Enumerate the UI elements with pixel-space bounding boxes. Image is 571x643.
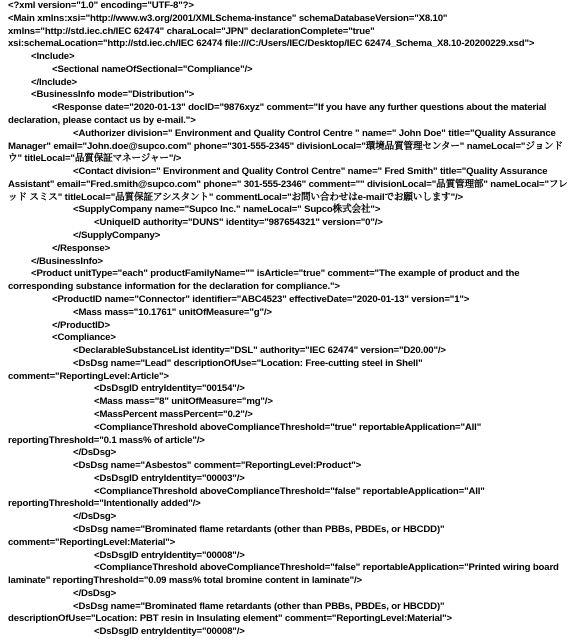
xml-line: <Authorizer division=" Environment and Quality Control Centre " name=" John Doe" title="Quality Assurance — [73, 127, 556, 139]
xml-line: <Mass mass="8" unitOfMeasure="mg"/> — [94, 396, 273, 408]
xml-line: <SupplyCompany name="Supco Inc." nameLocal=" Supco株式会社"> — [73, 204, 381, 216]
xml-line: <ProductID name="Connector" identifier="ABC4523" effectiveDate="2020-01-13" version="1"> — [52, 293, 470, 305]
xml-line: </DsDsg> — [73, 511, 117, 523]
xml-line: comment="ReportingLevel:Article"> — [8, 370, 169, 382]
xml-line: </ProductID> — [52, 319, 110, 331]
xml-line: <DeclarableSubstanceList identity="DSL" authority="IEC 62474" version="D20.00"/> — [73, 345, 446, 357]
xml-line: <DsDsg name="Brominated flame retardants (other than PBBs, PBDEs, or HBCDD)" — [73, 600, 445, 612]
xml-line: <DsDsgID entryIdentity="00154"/> — [94, 383, 245, 395]
xml-line: <Include> — [31, 51, 75, 63]
xml-line: <ComplianceThreshold aboveComplianceThreshold="false" reportableApplication="Printed wiring board — [94, 562, 559, 574]
xml-line: </SupplyCompany> — [73, 230, 161, 242]
xml-line: <ComplianceThreshold aboveComplianceThreshold="true" reportableApplication="All" — [94, 421, 482, 433]
xml-line: <BusinessInfo mode="Distribution"> — [31, 89, 195, 101]
xml-line: <Sectional nameOfSectional="Compliance"/> — [52, 63, 253, 75]
xml-line: <UniqueID authority="DUNS" identity="987654321" version="0"/> — [94, 217, 383, 229]
xml-line: <DsDsg name="Brominated flame retardants (other than PBBs, PBDEs, or HBCDD)" — [73, 523, 445, 535]
xml-line: </DsDsg> — [73, 587, 117, 599]
xml-line: Assistant" email="Fred.smith@supco.com" phone=" 301-555-2346" comment="" divisionLocal="品質管理部" nameLocal="フレ — [8, 178, 568, 190]
xml-line: xmlns="http://std.iec.ch/IEC 62474" charaLocal="JPN" declarationComplete="true" — [8, 25, 375, 37]
xml-line: corresponding substance information for the declaration for compliance."> — [8, 281, 340, 293]
xml-line: <?xml version="1.0" encoding="UTF-8"?> — [8, 0, 194, 11]
xml-line: <Contact division=" Environment and Quality Control Centre" name=" Fred Smith" title="Quality Assurance — [73, 166, 548, 178]
xml-line: </DsDsg> — [73, 447, 117, 459]
xml-line: </Include> — [31, 76, 77, 88]
xml-line: <Product unitType="each" productFamilyName="" isArticle="true" comment="The example of product and the — [31, 268, 520, 280]
xml-line: <DsDsgID entryIdentity="00008"/> — [94, 549, 245, 561]
xml-line: </Response> — [52, 242, 111, 254]
xml-line: ッド スミス" titleLocal="品質保証アシスタント" commentLocal="お問い合わせはe-mailでお願いします"/> — [8, 191, 463, 203]
xml-line: comment="ReportingLevel:Material"> — [8, 536, 176, 548]
xml-line: declaration, please contact us by e-mail."> — [8, 115, 196, 127]
xml-line: <MassPercent massPercent="0.2"/> — [94, 408, 253, 420]
xml-line: <Response date="2020-01-13" docID="9876xyz" comment="If you have any further questions about the material — [52, 102, 547, 114]
xml-line: <Main xmlns:xsi="http://www.w3.org/2001/XMLSchema-instance" schemaDatabaseVersion="X8.10" — [8, 12, 448, 24]
xml-line: descriptionOfUse="Location: PBT resin in Insulating element" comment="ReportingLevel:Material"> — [8, 613, 453, 625]
xml-line: laminate" reportingThreshold="0.09 mass% total bromine content in laminate"/> — [8, 575, 362, 587]
xml-line: <Mass mass="10.1761" unitOfMeasure="g"/> — [73, 306, 272, 318]
xml-line: Manager" email="John.doe@supco.com" phone="301-555-2345" divisionLocal="環境品質管理センター" nameLocal="ジョンド — [8, 140, 563, 152]
xml-line: <DsDsgID entryIdentity="00008"/> — [94, 626, 245, 638]
xml-line: </BusinessInfo> — [31, 255, 103, 267]
xml-line: reportingThreshold="Intentionally added"/> — [8, 498, 201, 510]
xml-line: <DsDsg name="Asbestos" comment="ReportingLevel:Product"> — [73, 460, 362, 472]
xml-line: <DsDsgID entryIdentity="00003"/> — [94, 472, 245, 484]
xml-line: <DsDsg name="Lead" descriptionOfUse="Location: Free-cutting steel in Shell" — [73, 357, 423, 369]
xml-line: xsi:schemaLocation="http://std.iec.ch/IEC 62474 file:///C:/Users/IEC/Desktop/IEC 62474_Schema_X8.10-20200229.xsd"> — [8, 38, 535, 50]
xml-line: ウ" titleLocal="品質保証マネージャー"/> — [8, 153, 182, 165]
xml-line: reportingThreshold="0.1 mass% of article"/> — [8, 434, 205, 446]
xml-line: <Compliance> — [52, 332, 116, 344]
xml-line: <ComplianceThreshold aboveComplianceThreshold="false" reportableApplication="All" — [94, 485, 485, 497]
